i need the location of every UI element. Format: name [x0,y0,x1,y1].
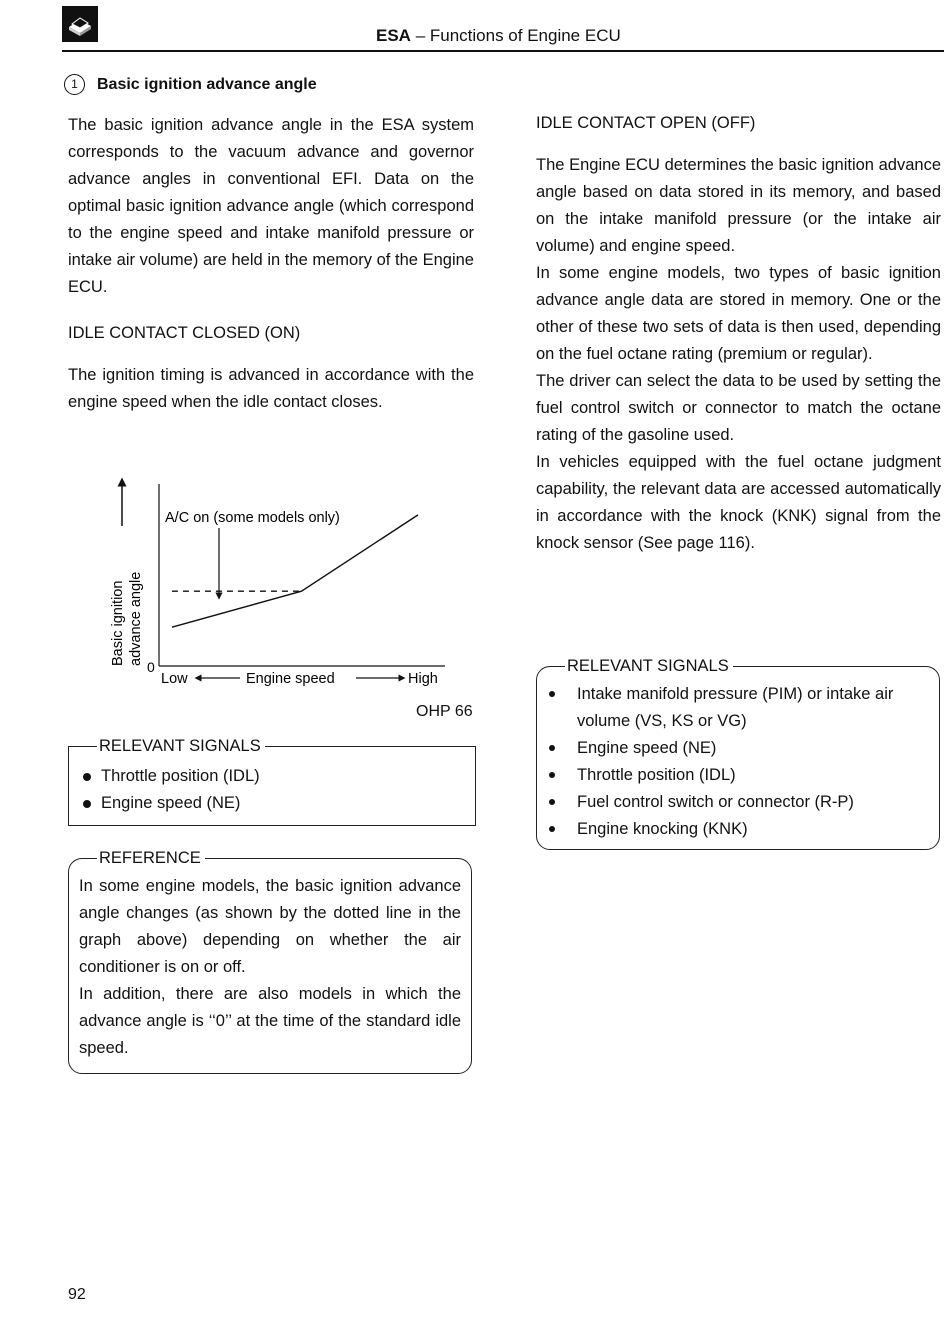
chart-annotation: A/C on (some models only) [165,510,340,526]
idle-open-paragraph-1: The Engine ECU determines the basic ignition advance angle based on data stored in its memory, and based on the intake manifold pressure (or the intake air volume) and engine speed. [536,156,941,255]
reference-text-1: In some engine models, the basic ignition advance angle changes (as shown by the dotted line in the graph above) depending on whether the air conditioner is on or off. [79,877,461,976]
bullet-icon [549,691,555,697]
header-rule [62,50,944,52]
idle-open-paragraph-2: In some engine models, two types of basic ignition advance angle data are stored in memory. One or the other of these two sets of data is then used, depending on the fuel octane rating (premium or regular). [536,264,941,363]
ignition-advance-chart [100,470,460,700]
relevant-signals-right-box [536,657,940,850]
bullet-icon [83,773,91,781]
section-number: 1 [64,74,85,95]
page-header-title: ESA – Functions of Engine ECU [376,26,621,45]
chart-svg [100,470,460,700]
reference-text-2: In addition, there are also models in which the advance angle is ‘‘0’’ at the time of the standard idle speed. [79,985,461,1057]
list-item: Engine speed (NE) [537,735,939,762]
section-title: Basic ignition advance angle [97,75,317,93]
relevant-signals-right-label: RELEVANT SIGNALS [565,655,733,677]
book-logo-icon [62,6,98,42]
reference-label: REFERENCE [97,847,205,869]
bullet-icon [83,800,91,808]
y-origin-label: 0 [147,659,155,675]
page-number: 92 [68,1286,86,1303]
list-item: Engine knocking (KNK) [537,816,939,843]
list-item: Fuel control switch or connector (R-P) [537,789,939,816]
reference-box [68,849,472,1074]
idle-closed-paragraph: The ignition timing is advanced in accordance with the engine speed when the idle contact closes. [68,366,474,411]
bullet-icon [549,826,555,832]
relevant-signals-right-list [537,681,939,843]
relevant-signals-left-label: RELEVANT SIGNALS [97,735,265,757]
idle-closed-heading: IDLE CONTACT CLOSED (ON) [68,324,301,342]
x-label-mid: Engine speed [246,671,335,687]
solid-series-line [172,515,418,627]
list-item: Throttle position (IDL) [69,763,475,790]
list-item: Throttle position (IDL) [537,762,939,789]
section-heading [64,74,317,95]
x-label-high: High [408,671,438,687]
bullet-icon [549,772,555,778]
idle-open-paragraph-4: In vehicles equipped with the fuel octane judgment capability, the relevant data are accessed automatically in accordance with the knock (KNK) signal from the knock sensor (See page 116). [536,453,941,552]
bullet-icon [549,799,555,805]
relevant-signals-left-box [68,737,476,826]
relevant-signals-left-list [69,763,475,817]
list-item: Engine speed (NE) [69,790,475,817]
y-axis-label-line1: Basic ignition [110,580,126,666]
list-item: Intake manifold pressure (PIM) or intake air volume (VS, KS or VG) [537,681,939,735]
y-axis-label-line2: advance angle [128,571,144,666]
idle-open-heading: IDLE CONTACT OPEN (OFF) [536,114,756,132]
chart-series [172,515,418,627]
bullet-icon [549,745,555,751]
intro-paragraph: The basic ignition advance angle in the ESA system corresponds to the vacuum advance and governor advance angles in conventional EFI. Data on the optimal basic ignition advance angle (which correspond to the engine speed and intake manifold pressure or intake air volume) are held in the memory of the Engine ECU. [68,116,474,296]
idle-open-paragraph-3: The driver can select the data to be used by setting the fuel control switch or connector to match the octane rating of the gasoline used. [536,372,941,444]
idle-open-body [536,152,941,557]
ohp-label: OHP 66 [416,703,473,720]
x-label-low: Low [161,671,188,687]
